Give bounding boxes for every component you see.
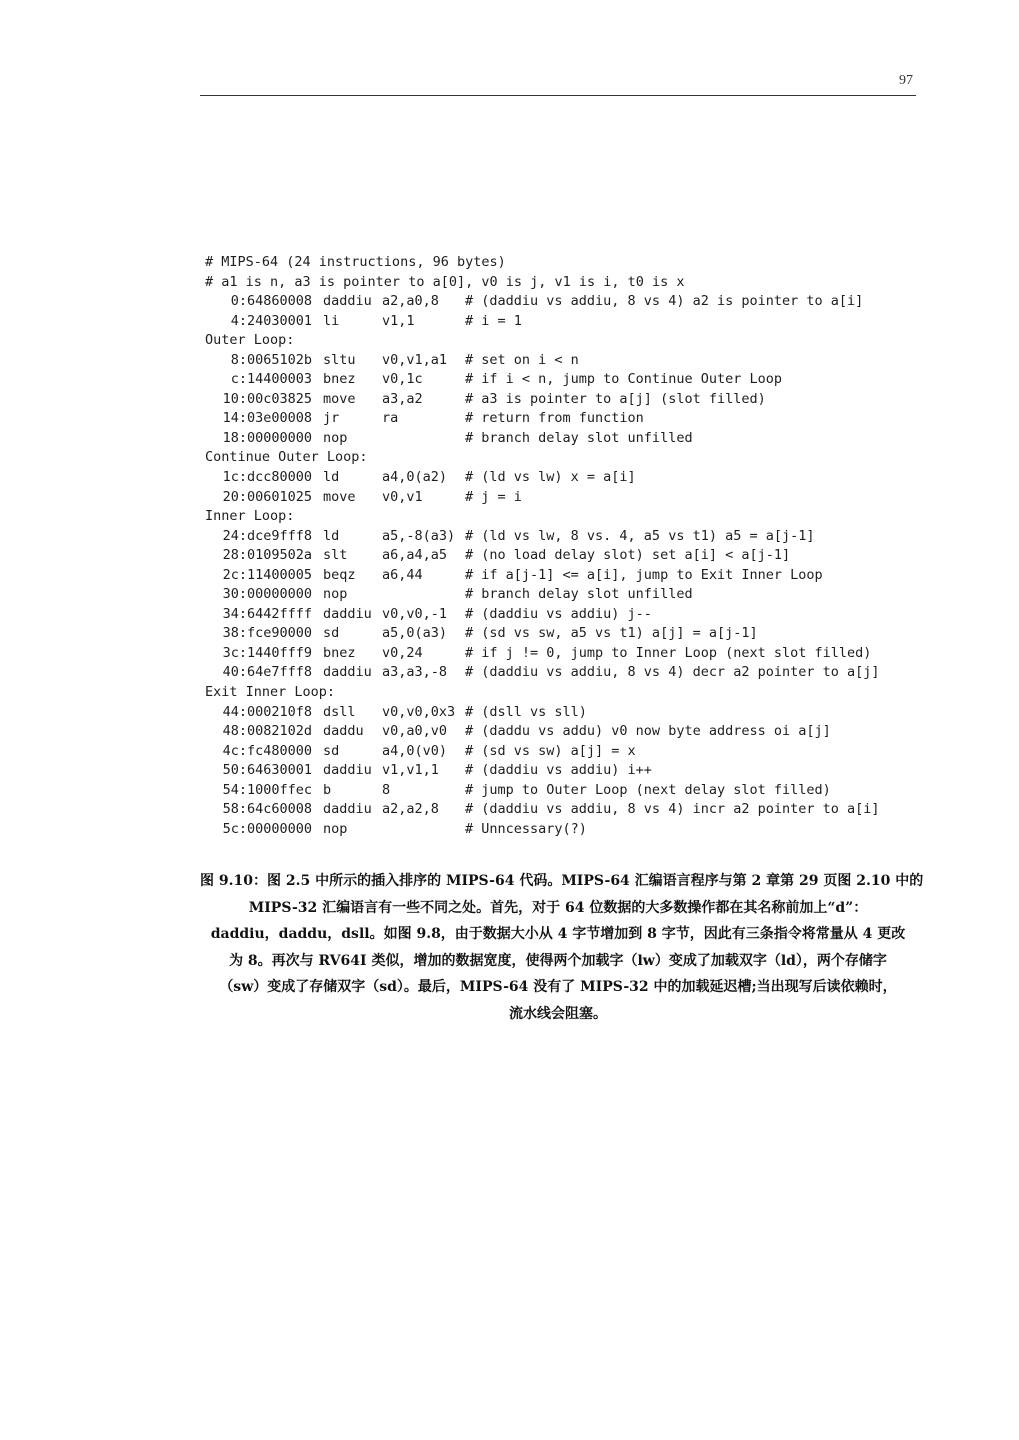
code-comment: # branch delay slot unfilled — [465, 429, 693, 446]
code-hex: 03e00008 — [247, 410, 313, 427]
code-text: # MIPS-64 (24 instructions, 96 bytes) — [205, 254, 506, 270]
caption-line: daddiu，daddu，dsll。如图 9.8，由于数据大小从 4 字节增加到 8 字节，因此有三条指令将常量从 4 更改 — [210, 926, 906, 942]
code-line — [205, 722, 915, 742]
code-listing — [205, 253, 915, 839]
code-hex: 00c03825 — [247, 390, 313, 407]
caption-line: 流水线会阻塞。 — [509, 1005, 607, 1022]
code-line — [205, 663, 915, 683]
code-hex: fc480000 — [247, 742, 313, 759]
code-line — [205, 703, 915, 723]
code-opcode: daddiu — [323, 664, 372, 681]
code-args: a6,44 — [382, 566, 423, 583]
code-comment: # branch delay slot unfilled — [465, 586, 693, 603]
code-address: 24: — [222, 527, 247, 544]
code-opcode: daddu — [323, 723, 364, 740]
code-address: 50: — [222, 762, 247, 779]
code-comment: # (sd vs sw, a5 vs t1) a[j] = a[j-1] — [465, 625, 758, 642]
code-address: 28: — [222, 547, 247, 564]
code-opcode: nop — [323, 586, 348, 603]
code-line — [205, 624, 915, 644]
code-args: a2,a2,8 — [382, 801, 439, 818]
code-line — [205, 800, 915, 820]
code-line — [205, 527, 915, 547]
code-line — [205, 742, 915, 762]
code-address: 18: — [222, 429, 247, 446]
code-args: v1,v1,1 — [382, 762, 439, 779]
code-args: ra — [382, 410, 399, 427]
code-line — [205, 507, 915, 527]
code-args: v0,a0,v0 — [382, 723, 448, 740]
code-address: 5c: — [222, 820, 247, 837]
code-args: a5,0(a3) — [382, 625, 448, 642]
code-line — [205, 546, 915, 566]
code-args: v0,v1 — [382, 488, 423, 505]
code-args: v0,v1,a1 — [382, 351, 448, 368]
code-hex: 14400003 — [247, 371, 313, 388]
code-comment: # if j != 0, jump to Inner Loop (next slot filled) — [465, 644, 872, 661]
code-args: a3,a2 — [382, 390, 423, 407]
code-opcode: nop — [323, 820, 348, 837]
code-comment: # (dsll vs sll) — [465, 703, 587, 720]
code-line — [205, 488, 915, 508]
figure-caption — [200, 868, 924, 1027]
code-hex: 0065102b — [247, 351, 313, 368]
code-args: a4,0(v0) — [382, 742, 448, 759]
code-args: v0,1c — [382, 371, 423, 388]
code-args: a5,-8(a3) — [382, 527, 456, 544]
code-opcode: ld — [323, 527, 340, 544]
code-line — [205, 585, 915, 605]
code-address: 40: — [222, 664, 247, 681]
code-line — [205, 409, 915, 429]
code-line — [205, 683, 915, 703]
code-line — [205, 761, 915, 781]
code-comment: # (no load delay slot) set a[i] < a[j-1] — [465, 547, 791, 564]
code-address: 20: — [222, 488, 247, 505]
code-line — [205, 566, 915, 586]
code-args: a6,a4,a5 — [382, 547, 448, 564]
code-hex: 000210f8 — [247, 703, 313, 720]
code-hex: 0082102d — [247, 723, 313, 740]
code-opcode: li — [323, 312, 340, 329]
caption-line: 为 8。再次与 RV64I 类似，增加的数据宽度，使得两个加载字（lw）变成了加载双字（ld），两个存储字 — [229, 952, 887, 969]
code-address: 8: — [230, 351, 247, 368]
code-comment: # a3 is pointer to a[j] (slot filled) — [465, 390, 766, 407]
code-args: v1,1 — [382, 312, 415, 329]
code-line — [205, 331, 915, 351]
code-hex: dcc80000 — [247, 469, 313, 486]
code-opcode: sd — [323, 742, 340, 759]
code-hex: 11400005 — [247, 566, 313, 583]
code-opcode: slt — [323, 547, 348, 564]
code-address: 14: — [222, 410, 247, 427]
code-address: 38: — [222, 625, 247, 642]
code-comment: # Unncessary(?) — [465, 820, 587, 837]
code-comment: # if i < n, jump to Continue Outer Loop — [465, 371, 782, 388]
code-text: Exit Inner Loop: — [205, 684, 336, 701]
code-hex: 00000000 — [247, 820, 313, 837]
code-comment: # j = i — [465, 488, 522, 505]
header-rule — [200, 95, 916, 96]
code-line — [205, 390, 915, 410]
caption-line: MIPS-32 汇编语言有一些不同之处。首先，对于 64 位数据的大多数操作都在其名称前加上“d”： — [248, 899, 868, 916]
code-hex: 00000000 — [247, 586, 313, 603]
code-args: v0,v0,0x3 — [382, 703, 456, 720]
code-opcode: dsll — [323, 703, 356, 720]
code-comment: # return from function — [465, 410, 644, 427]
code-comment: # (daddiu vs addiu) i++ — [465, 762, 652, 779]
code-args: a3,a3,-8 — [382, 664, 448, 681]
code-hex: dce9fff8 — [247, 527, 313, 544]
code-comment: # (daddu vs addu) v0 now byte address oi a[j] — [465, 723, 831, 740]
code-address: 4c: — [222, 742, 247, 759]
code-text: Inner Loop: — [205, 508, 295, 525]
code-line — [205, 253, 915, 273]
code-hex: 1440fff9 — [247, 644, 313, 661]
code-address: 54: — [222, 781, 247, 798]
code-line — [205, 448, 915, 468]
caption-line: （sw）变成了存储双字（sd）。最后，MIPS-64 没有了 MIPS-32 中的加载延迟槽;当出现写后读依赖时， — [219, 979, 897, 995]
code-hex: 64630001 — [247, 762, 313, 779]
code-comment: # (sd vs sw) a[j] = x — [465, 742, 636, 759]
code-line — [205, 605, 915, 625]
code-hex: 64860008 — [247, 293, 313, 310]
code-comment: # (ld vs lw, 8 vs. 4, a5 vs t1) a5 = a[j-1] — [465, 527, 815, 544]
code-args: v0,v0,-1 — [382, 605, 448, 622]
code-opcode: daddiu — [323, 762, 372, 779]
code-comment: # i = 1 — [465, 312, 522, 329]
code-hex: 00000000 — [247, 429, 313, 446]
code-hex: 6442ffff — [247, 605, 313, 622]
code-text: # a1 is n, a3 is pointer to a[0], v0 is j, v1 is i, t0 is x — [205, 273, 685, 290]
code-hex: fce90000 — [247, 625, 313, 642]
code-opcode: move — [323, 488, 356, 505]
code-text: Outer Loop: — [205, 332, 295, 349]
code-opcode: jr — [323, 410, 340, 427]
code-hex: 24030001 — [247, 312, 313, 329]
code-line — [205, 468, 915, 488]
code-address: 4: — [230, 312, 247, 329]
code-hex: 1000ffec — [247, 781, 313, 798]
code-args: v0,24 — [382, 644, 423, 661]
code-opcode: sd — [323, 625, 340, 642]
code-opcode: b — [323, 781, 332, 798]
code-address: 58: — [222, 801, 247, 818]
code-comment: # (daddiu vs addiu) j-- — [465, 605, 652, 622]
code-opcode: ld — [323, 469, 340, 486]
code-opcode: daddiu — [323, 293, 372, 310]
code-address: 44: — [222, 703, 247, 720]
code-line — [205, 273, 915, 293]
code-comment: # (ld vs lw) x = a[i] — [465, 469, 636, 486]
code-opcode: sltu — [323, 351, 356, 368]
code-opcode: bnez — [323, 371, 356, 388]
code-comment: # (daddiu vs addiu, 8 vs 4) incr a2 pointer to a[i] — [465, 801, 880, 818]
code-comment: # (daddiu vs addiu, 8 vs 4) decr a2 pointer to a[j] — [465, 664, 880, 681]
code-address: 3c: — [222, 644, 247, 661]
code-line — [205, 312, 915, 332]
code-address: 48: — [222, 723, 247, 740]
code-opcode: move — [323, 390, 356, 407]
code-opcode: daddiu — [323, 605, 372, 622]
code-address: 1c: — [222, 469, 247, 486]
code-address: 34: — [222, 605, 247, 622]
code-hex: 0109502a — [247, 547, 313, 564]
code-opcode: daddiu — [323, 801, 372, 818]
code-args: a2,a0,8 — [382, 293, 439, 310]
code-hex: 00601025 — [247, 488, 313, 505]
code-comment: # (daddiu vs addiu, 8 vs 4) a2 is pointer to a[i] — [465, 293, 864, 310]
code-line — [205, 429, 915, 449]
code-args: 8 — [382, 781, 391, 798]
code-comment: # if a[j-1] <= a[i], jump to Exit Inner Loop — [465, 566, 823, 583]
code-comment: # jump to Outer Loop (next delay slot filled) — [465, 781, 831, 798]
code-address: 0: — [230, 293, 247, 310]
code-opcode: nop — [323, 429, 348, 446]
code-opcode: beqz — [323, 566, 356, 583]
code-line — [205, 644, 915, 664]
code-line — [205, 781, 915, 801]
code-hex: 64c60008 — [247, 801, 313, 818]
code-line — [205, 370, 915, 390]
caption-line: 图 9.10：图 2.5 中所示的插入排序的 MIPS-64 代码。MIPS-64 汇编语言程序与第 2 章第 29 页图 2.10 中的 — [200, 873, 924, 889]
code-line — [205, 292, 915, 312]
page-number: 97 — [899, 73, 913, 88]
code-line — [205, 351, 915, 371]
code-address: c: — [230, 371, 247, 388]
code-hex: 64e7fff8 — [247, 664, 313, 681]
code-text: Continue Outer Loop: — [205, 449, 368, 466]
code-comment: # set on i < n — [465, 351, 579, 368]
code-address: 10: — [222, 390, 247, 407]
code-line — [205, 820, 915, 840]
code-address: 30: — [222, 586, 247, 603]
code-args: a4,0(a2) — [382, 469, 448, 486]
code-address: 2c: — [222, 566, 247, 583]
code-opcode: bnez — [323, 644, 356, 661]
